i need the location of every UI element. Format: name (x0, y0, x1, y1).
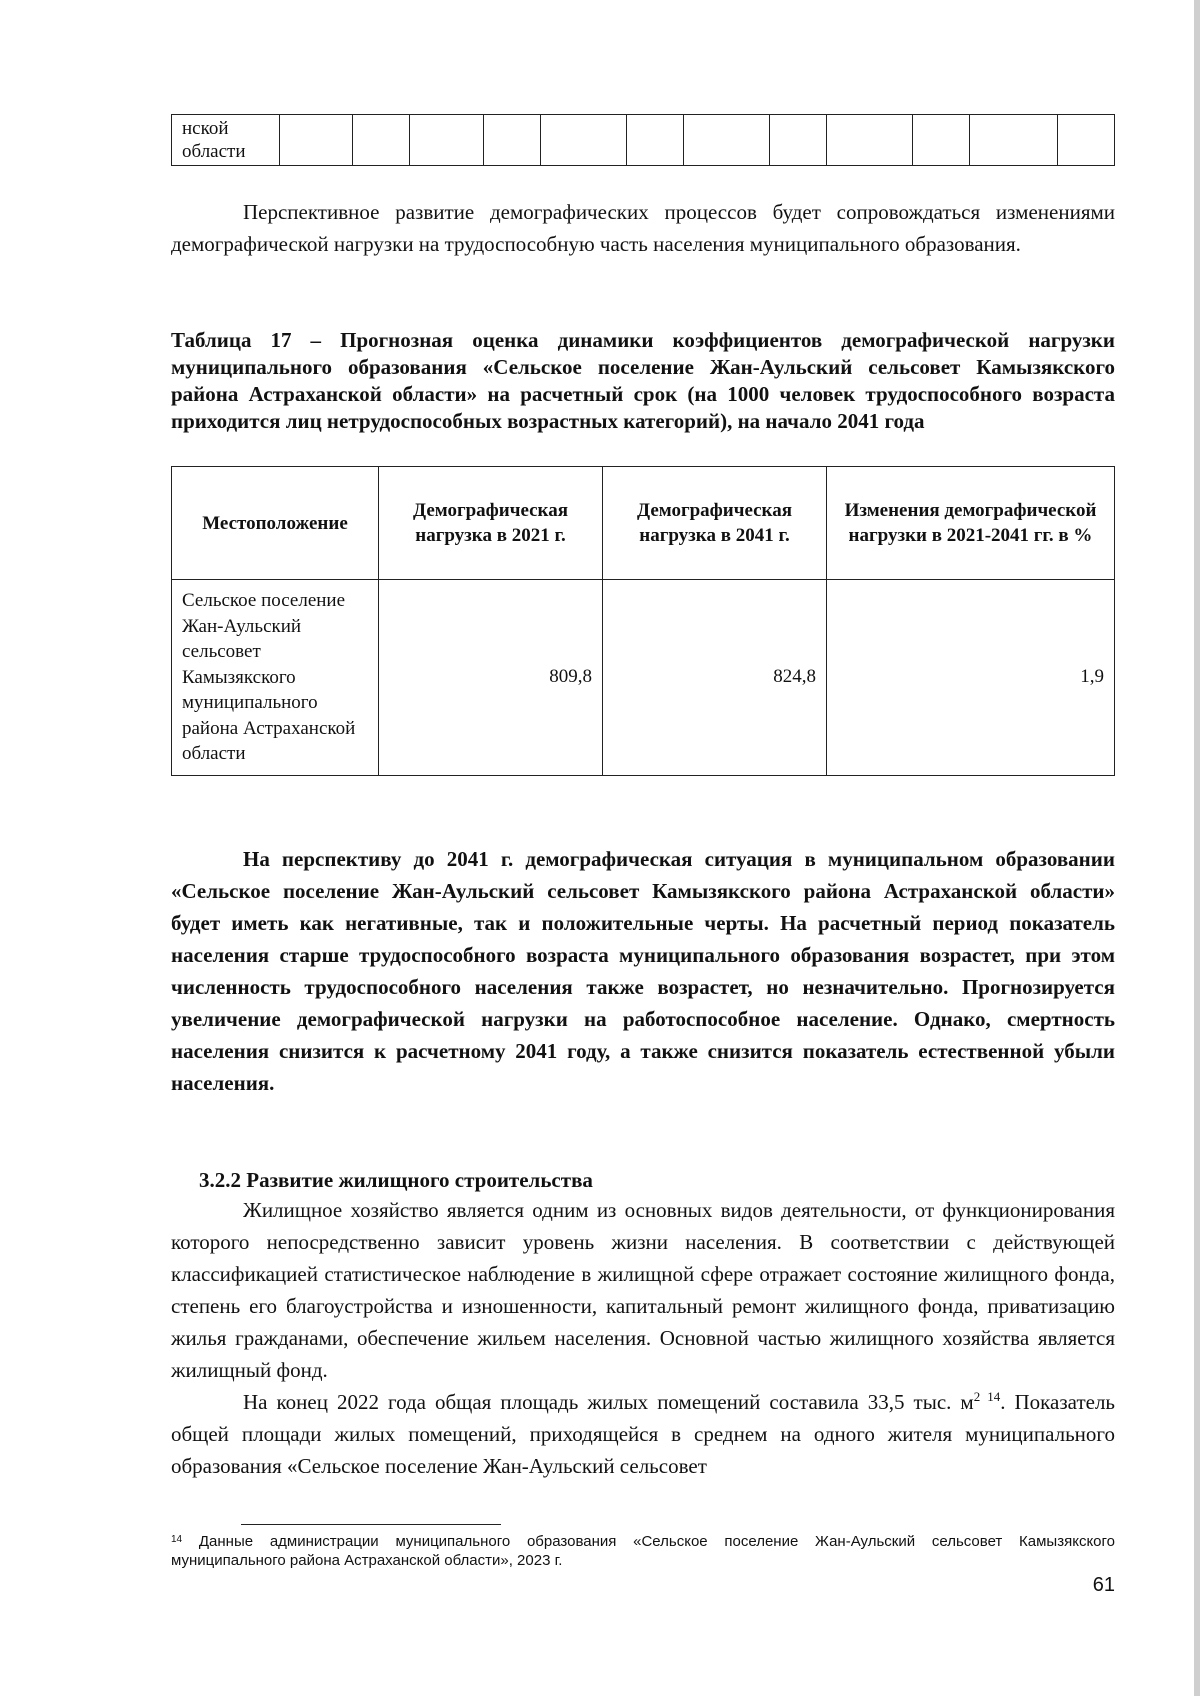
table-row (172, 115, 1115, 166)
page-number: 61 (1092, 1574, 1115, 1596)
housing-paragraph: Жилищное хозяйство является одним из основных видов деятельности, от функционирования которого непосредственно зависит уровень жизни населения. В соответствии с действующей классификацией статистическое наблюдение в жилищной сфере отражает состояние жилищного фонда, степень его благоустройства и изношенности, капитальный ремонт жилищного фонда, приватизацию жилья гражданами, обеспечение жильем населения. Основной частью жилищного хозяйства является жилищный фонд. (171, 1198, 1115, 1382)
footnote-number: 14 (171, 1534, 183, 1545)
continuation-table (171, 114, 1115, 166)
footnote (171, 1532, 1115, 1570)
area-paragraph (171, 1386, 1115, 1482)
intro-paragraph: Перспективное развитие демографических процессов будет сопровождаться изменениями демографической нагрузки на трудоспособную часть населения муниципального образования. (171, 200, 1115, 256)
column-header-location: Местоположение (172, 467, 379, 580)
empty-cell (483, 115, 540, 166)
empty-cell (353, 115, 410, 166)
location-cell: Сельское поселение Жан-Аульский сельсовет Камызякского муниципального района Астраханской области (172, 580, 379, 776)
document-page (171, 0, 1115, 1696)
table-header-row (172, 467, 1115, 580)
section-heading: 3.2.2 Развитие жилищного строительства (199, 1168, 593, 1192)
empty-cell (827, 115, 913, 166)
empty-cell (410, 115, 483, 166)
empty-cell (279, 115, 352, 166)
area-text-after: . Показатель общей площади жилых помещений, приходящейся в среднем на одного жителя муниципального образования «Сельское поселение Жан-Аульский сельсовет (171, 1390, 1116, 1478)
change-pct-cell: 1,9 (827, 580, 1115, 776)
empty-cell (684, 115, 770, 166)
load-2041-cell: 824,8 (603, 580, 827, 776)
table-cell: нской области (172, 115, 280, 166)
table-row (172, 580, 1115, 776)
column-header-load-2041: Демографическая нагрузка в 2041 г. (603, 467, 827, 580)
table-caption: Таблица 17 – Прогнозная оценка динамики коэффициентов демографической нагрузки муниципального образования «Сельское поселение Жан-Аульский сельсовет Камызякского района Астраханской области» на расчетный срок (на 1000 человек трудоспособного возраста приходится лиц нетрудоспособных возрастных категорий), на начало 2041 года (171, 328, 1115, 433)
footnote-divider (241, 1524, 501, 1525)
demographic-load-table (171, 466, 1115, 776)
empty-cell (626, 115, 683, 166)
empty-cell (969, 115, 1057, 166)
footnote-reference: 2 14 (973, 1389, 1001, 1404)
scan-edge (1194, 0, 1200, 1696)
empty-cell (912, 115, 969, 166)
empty-cell (769, 115, 826, 166)
area-text-before: На конец 2022 года общая площадь жилых помещений составила 33,5 тыс. м (243, 1390, 974, 1414)
conclusion-paragraph: На перспективу до 2041 г. демографическая ситуация в муниципальном образовании «Сельское поселение Жан-Аульский сельсовет Камызякского района Астраханской области» будет иметь как негативные, так и положительные черты. На расчетный период показатель населения старше трудоспособного возраста муниципального образования возрастет, при этом численность трудоспособного населения также возрастет, но незначительно. Прогнозируется увеличение демографической нагрузки на работоспособное население. Однако, смертность населения снизится к расчетному 2041 году, а также снизится показатель естественной убыли населения. (171, 847, 1115, 1095)
empty-cell (541, 115, 627, 166)
footnote-text: Данные администрации муниципального образования «Сельское поселение Жан-Аульский сельсовет Камызякского муниципального района Астраханской области», 2023 г. (171, 1533, 1115, 1569)
column-header-load-2021: Демографическая нагрузка в 2021 г. (379, 467, 603, 580)
empty-cell (1057, 115, 1114, 166)
column-header-change: Изменения демографической нагрузки в 2021-2041 гг. в % (827, 467, 1115, 580)
load-2021-cell: 809,8 (379, 580, 603, 776)
